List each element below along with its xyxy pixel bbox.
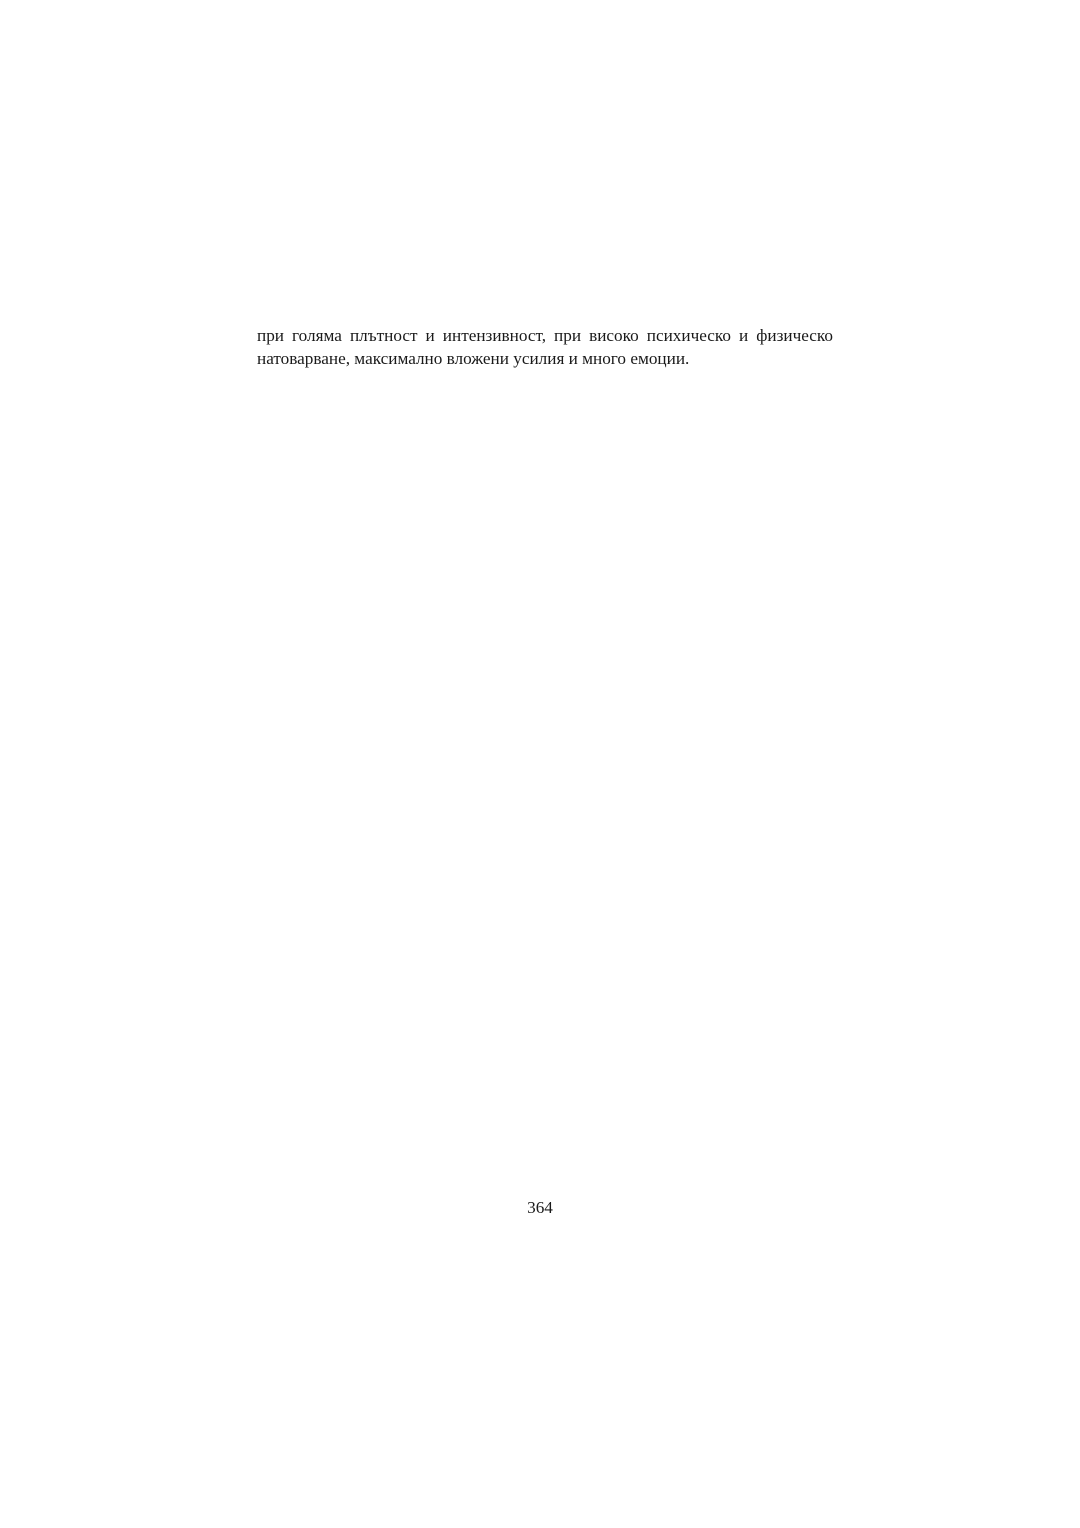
page-number: 364 — [527, 1198, 553, 1217]
text-line: натоварване, максимално вложени усилия и много емоции. — [257, 348, 690, 368]
page-body — [257, 325, 833, 370]
text-line: при голяма плътност и интензивност, при високо психическо и физическо — [257, 326, 833, 345]
